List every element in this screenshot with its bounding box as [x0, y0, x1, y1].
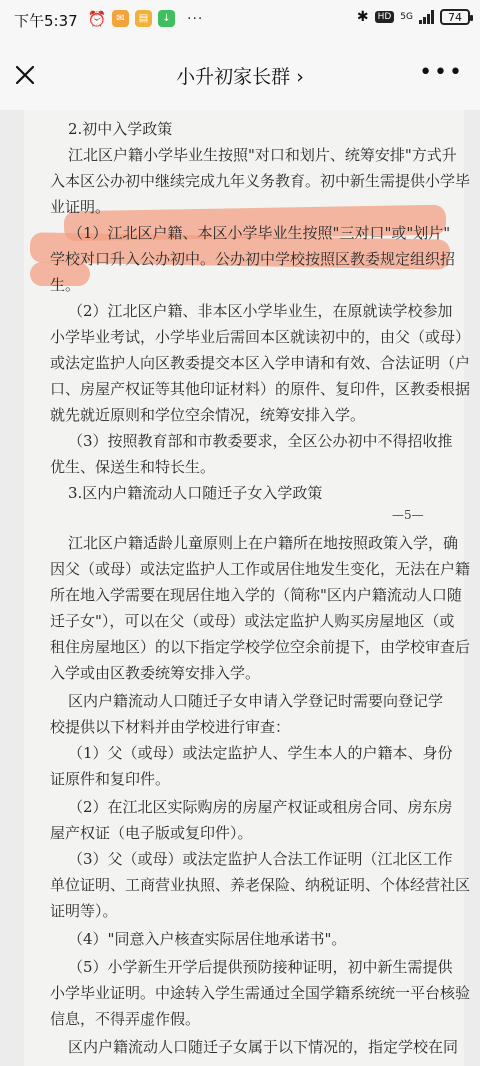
more-dots-icon[interactable]: •••: [419, 60, 464, 85]
document-line: 入本区公办初中继续完成九年义务教育。初中新生需提供小学毕: [50, 172, 471, 190]
document-line: （3）父（或母）或法定监护人合法工作证明（江北区工作: [68, 850, 453, 868]
document-line: 校提供以下材料并由学校进行审查：: [50, 718, 291, 736]
document-line: 所在地入学需要在现居住地入学的（简称"区内户籍流动人口随: [50, 586, 462, 604]
document-line: （2）江北区户籍、非本区小学毕业生，在原就读学校参加: [68, 302, 453, 320]
document-line: 迁子女"），可以在父（或母）或法定监护人购买房屋地区（或: [50, 612, 455, 630]
document-line: 小学毕业证明。中途转入学生需通过全国学籍系统统一平台核验: [50, 984, 471, 1002]
document-line: 入学或由区教委统筹安排入学。: [50, 664, 261, 682]
document-line: 区内户籍流动人口随迁子女属于以下情况的，指定学校在同: [68, 1038, 459, 1056]
more-notifications-icon: ···: [187, 10, 204, 27]
document-line: 或法定监护人向区教委提交本区入学申请和有效、合法证明（户: [50, 354, 471, 372]
document-line: 业证明。: [50, 198, 111, 216]
document-line: （1）父（或母）或法定监护人、学生本人的户籍本、身份: [68, 744, 453, 762]
document-line: 江北区户籍适龄儿童原则上在户籍所在地按照政策入学，确: [68, 534, 459, 552]
document-line: （1）江北区户籍、本区小学毕业生按照"三对口"或"划片": [68, 224, 451, 242]
document-line: 2.初中入学政策: [68, 120, 173, 138]
document-line: 优生、保送生和特长生。: [50, 458, 216, 476]
group-title[interactable]: 小升初家长群 ›: [176, 66, 304, 88]
notes-icon: ▤: [135, 10, 152, 27]
document-line: 租住房屋地区）的以下指定学校学位空余前提下，由学校审查后: [50, 638, 471, 656]
document-line: 因父（或母）或法定监护人工作或居住地发生变化，无法在户籍: [50, 560, 471, 578]
document-line: 就先就近原则和学位空余情况，统筹安排入学。: [50, 406, 366, 424]
document-line: 屋产权证（电子版或复印件）。: [50, 824, 253, 842]
document-line: 学校对口升入公办初中。公办初中学校按照区教委规定组织招: [50, 250, 456, 268]
system-icons: [357, 9, 470, 25]
status-time: 下午5:37: [14, 12, 78, 30]
document-line: 生。: [50, 276, 81, 294]
document-line: 证原件和复印件。: [50, 770, 171, 788]
document-line: 小学毕业考试，小学毕业后需回本区就读初中的，由父（或母）: [50, 328, 471, 346]
chat-header: [0, 40, 480, 110]
document-line: 口、房屋产权证等其他印证材料）的原件、复印件，区教委根据: [50, 380, 471, 398]
document-line: 江北区户籍小学毕业生按照"对口和划片、统筹安排"方式升: [68, 146, 457, 164]
mail-icon: ✉: [112, 10, 129, 27]
document-image: [0, 110, 480, 1066]
page-number: —5—: [392, 508, 424, 522]
signal-icon: [419, 10, 434, 24]
hd-icon: HD: [375, 11, 395, 23]
document-line: （3）按照教育部和市教委要求，全区公办初中不得招收推: [68, 432, 453, 450]
alarm-icon: ⏰: [87, 9, 107, 28]
document-line: 3.区内户籍流动人口随迁子女入学政策: [68, 484, 323, 502]
document-line: （4）"同意入户核查实际居住地承诺书"。: [68, 930, 347, 948]
document-line: 单位证明、工商营业执照、养老保险、纳税证明、个体经营社区: [50, 876, 471, 894]
download-icon: ↓: [158, 10, 175, 27]
document-line: 区内户籍流动人口随迁子女申请入学登记时需要向登记学: [68, 692, 444, 710]
document-line: （2）在江北区实际购房的房屋产权证或租房合同、房东房: [68, 798, 453, 816]
document-line: 证明等）。: [50, 902, 118, 920]
document-line: （5）小学新生开学后提供预防接种证明，初中新生需提供: [68, 958, 453, 976]
bluetooth-icon: ✱: [356, 9, 369, 25]
network-type: 5G: [400, 11, 413, 22]
battery-level: 74: [448, 10, 462, 24]
status-bar: [0, 0, 480, 40]
notification-icons: [88, 10, 203, 27]
document-line: 信息，不得弄虚作假。: [50, 1010, 201, 1028]
battery-icon: [440, 9, 470, 25]
